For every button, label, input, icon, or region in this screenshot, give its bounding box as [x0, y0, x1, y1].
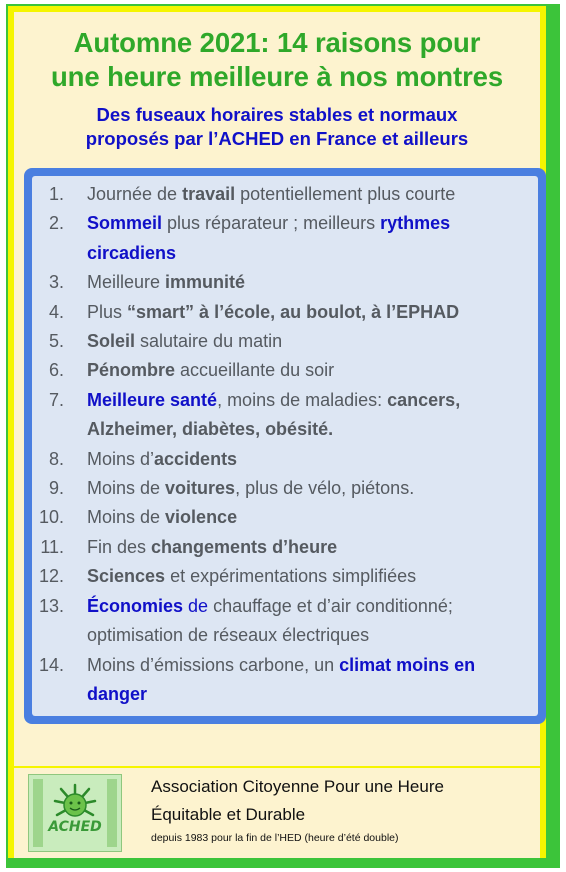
subtitle-line-1: Des fuseaux horaires stables et normaux [96, 104, 458, 125]
reason-text-part: Fin des [87, 536, 152, 557]
reason-text-part: Moins d’émissions carbone, un [87, 654, 340, 675]
reason-text-part: accidents [154, 448, 238, 469]
reason-number: 2. [48, 213, 64, 234]
reason-text-part: Moins de [87, 507, 166, 528]
ached-logo [28, 774, 122, 852]
reason-text [87, 213, 450, 262]
reason-text [87, 360, 334, 380]
reason-text-part: Moins de [87, 478, 166, 499]
reason-item [32, 386, 538, 445]
poster-title [14, 26, 540, 94]
reason-item [32, 533, 538, 562]
reason-number: 12. [38, 566, 64, 587]
reason-text-part: violence [165, 507, 238, 528]
reason-text [87, 449, 237, 469]
reason-item [32, 562, 538, 591]
reason-text-part: Plus [87, 301, 128, 322]
reason-item [32, 474, 538, 503]
reason-text [87, 390, 460, 439]
reason-text-part: Sommeil [87, 213, 163, 234]
reason-text-part: plus réparateur ; meilleurs [162, 213, 381, 234]
reason-number: 5. [48, 331, 64, 352]
reason-text-part: Économies [87, 595, 184, 616]
reason-text [87, 478, 414, 498]
reason-text [87, 272, 245, 292]
reason-item [32, 356, 538, 385]
reason-item [32, 592, 538, 651]
reason-number: 4. [48, 301, 64, 322]
reason-text-part: “smart” à l’école, au boulot, à l’EPHAD [127, 301, 460, 322]
reason-text-part: changements d’heure [151, 536, 338, 557]
title-line-1: Automne 2021: 14 raisons pour [73, 27, 481, 58]
reason-item [32, 651, 538, 710]
reason-number: 10. [38, 507, 64, 528]
reason-number: 8. [48, 448, 64, 469]
reason-text-part: et expérimentations simplifiées [165, 566, 417, 587]
sun-logo-icon [29, 775, 121, 851]
reason-text [87, 537, 337, 557]
reason-number: 9. [48, 478, 64, 499]
reason-number: 14. [38, 654, 64, 675]
reason-item [32, 180, 538, 209]
reasons-list [32, 180, 538, 709]
reason-text-part: , moins de maladies: [217, 389, 388, 410]
org-note: depuis 1983 pour la fin de l’HED (heure d’été double) [151, 832, 399, 844]
reason-number: 11. [40, 536, 64, 557]
reason-text-part: immunité [165, 272, 246, 293]
reason-text-part: cancers, Alzheimer, diabètes, obésité. [87, 389, 461, 440]
reason-text-part: Meilleure santé [87, 389, 218, 410]
reason-text-part: Moins d’ [87, 448, 155, 469]
reason-text [87, 302, 459, 322]
reason-number: 3. [48, 272, 64, 293]
reason-text-part: climat moins en danger [87, 654, 476, 704]
reason-text [87, 596, 453, 645]
title-line-2: une heure meilleure à nos montres [50, 61, 504, 92]
reason-number: 13. [38, 595, 64, 616]
subtitle-line-2: proposés par l’ACHED en France et ailleurs [85, 128, 469, 149]
reason-text [87, 184, 455, 204]
org-name-line-2: Équitable et Durable [151, 805, 306, 824]
reason-item [32, 298, 538, 327]
reason-text-part: , plus de vélo, piétons. [235, 478, 415, 499]
poster-subtitle [14, 103, 540, 151]
reason-text [87, 331, 282, 351]
logo-text: ACHED [48, 819, 102, 835]
reason-number: 6. [48, 360, 64, 381]
reason-text-part: Journée de [87, 184, 183, 204]
reason-text [87, 566, 416, 586]
reason-text-part: rythmes circadiens [87, 213, 451, 263]
reason-text-part: Soleil [87, 331, 136, 352]
reason-text-part: travail [182, 184, 236, 204]
reason-number: 7. [48, 389, 64, 410]
reason-text-part: voitures [165, 478, 236, 499]
reason-text-part: Meilleure [87, 272, 166, 293]
reason-item [32, 268, 538, 297]
reason-text-part: de [183, 595, 209, 616]
reason-text-part: chauffage et d’air conditionné; optimisation de réseaux électriques [87, 595, 453, 646]
reason-text [87, 507, 237, 527]
reason-text-part: potentiellement plus courte [235, 184, 456, 204]
reason-item [32, 209, 538, 268]
reason-text [87, 655, 475, 704]
reason-item [32, 503, 538, 532]
reason-item [32, 327, 538, 356]
reason-text-part: accueillante du soir [175, 360, 335, 381]
reason-text-part: salutaire du matin [135, 331, 283, 352]
org-name-line-1: Association Citoyenne Pour une Heure [151, 777, 444, 796]
reason-number: 1. [48, 184, 64, 204]
reason-item [32, 445, 538, 474]
reason-text-part: Sciences [87, 566, 166, 587]
reason-text-part: Pénombre [87, 360, 176, 381]
